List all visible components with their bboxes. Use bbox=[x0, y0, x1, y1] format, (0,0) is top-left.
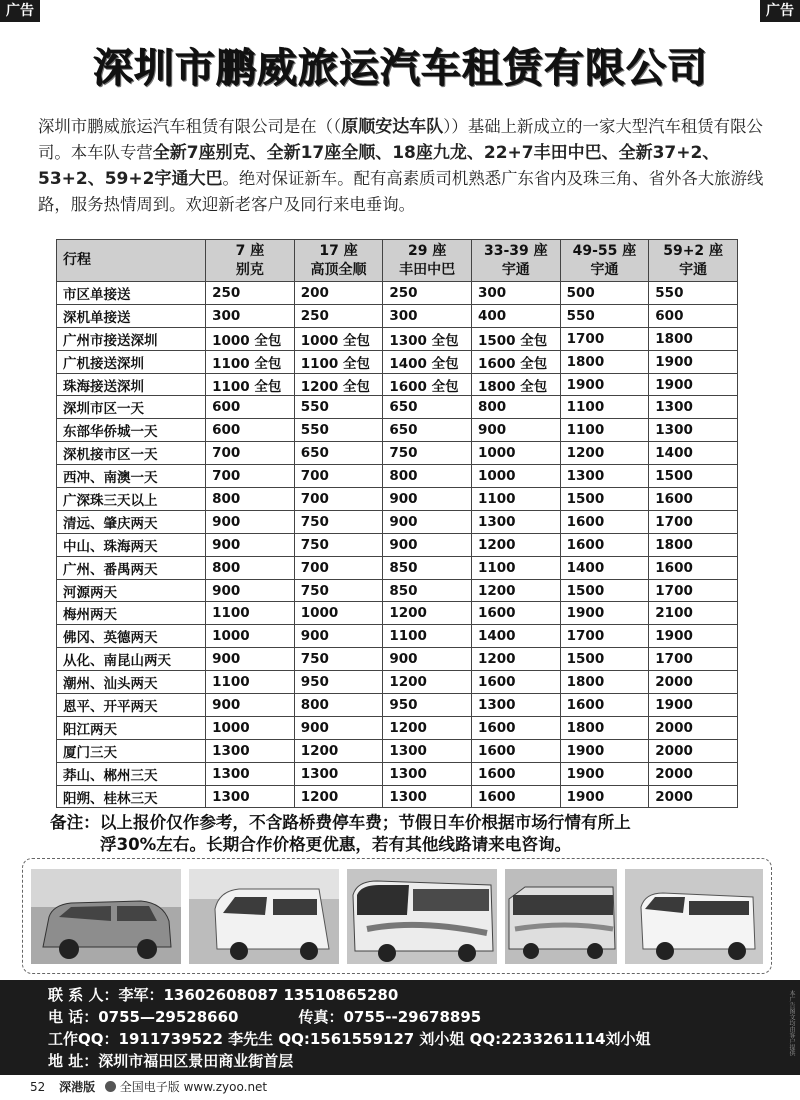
price-cell: 900 bbox=[294, 625, 383, 648]
price-cell: 1000 bbox=[472, 465, 561, 488]
route-cell: 深机单接送 bbox=[57, 304, 206, 327]
price-cell: 950 bbox=[383, 694, 472, 717]
price-cell: 1300 bbox=[472, 694, 561, 717]
price-cell: 300 bbox=[206, 304, 295, 327]
price-cell: 800 bbox=[206, 556, 295, 579]
price-cell: 1600 bbox=[560, 510, 649, 533]
price-cell: 1300 bbox=[206, 739, 295, 762]
table-row bbox=[57, 625, 738, 648]
long-coach-image bbox=[505, 869, 617, 964]
intro-fleet: 全新7座别克、全新17座全顺、18座九龙、22+7丰田中巴、全新37+2、53+2、59+2宇通大巴 bbox=[38, 143, 720, 189]
minivan-image bbox=[31, 869, 181, 964]
price-cell: 1100 bbox=[383, 625, 472, 648]
price-cell: 250 bbox=[206, 282, 295, 305]
route-cell: 清远、肇庆两天 bbox=[57, 510, 206, 533]
price-cell: 1700 bbox=[649, 648, 738, 671]
price-cell: 900 bbox=[206, 579, 295, 602]
price-cell: 1200 bbox=[472, 533, 561, 556]
table-row bbox=[57, 419, 738, 442]
price-cell: 550 bbox=[649, 282, 738, 305]
route-cell: 广州、番禺两天 bbox=[57, 556, 206, 579]
phone-value: 0755—29528660 bbox=[98, 1008, 239, 1026]
price-cell: 700 bbox=[206, 465, 295, 488]
price-cell: 1100 全包 bbox=[206, 373, 295, 396]
contact-footer bbox=[0, 980, 800, 1075]
fax-value: 0755--29678895 bbox=[343, 1008, 482, 1026]
route-cell: 佛冈、英德两天 bbox=[57, 625, 206, 648]
price-cell: 900 bbox=[206, 510, 295, 533]
price-cell: 1100 bbox=[206, 671, 295, 694]
price-cell: 750 bbox=[383, 442, 472, 465]
contact-person-row bbox=[48, 984, 398, 1006]
header-route bbox=[57, 240, 206, 282]
page-number: 52 bbox=[30, 1080, 46, 1094]
header-vehicle-3 bbox=[383, 240, 472, 282]
phone-label: 电 话： bbox=[48, 1008, 99, 1026]
minibus-photo bbox=[625, 869, 763, 964]
price-cell: 1900 bbox=[649, 694, 738, 717]
price-cell: 700 bbox=[206, 442, 295, 465]
header-seats: 59+2 座 bbox=[663, 242, 724, 259]
price-cell: 1600 bbox=[472, 671, 561, 694]
table-row bbox=[57, 579, 738, 602]
coach-photo bbox=[347, 869, 497, 964]
route-cell: 莽山、郴州三天 bbox=[57, 762, 206, 785]
route-cell: 中山、珠海两天 bbox=[57, 533, 206, 556]
price-cell: 1900 bbox=[560, 373, 649, 396]
price-cell: 1600 bbox=[560, 694, 649, 717]
price-cell: 1100 bbox=[472, 488, 561, 511]
intro-former-team: 原顺安达车队 bbox=[341, 117, 444, 137]
price-cell: 1800 bbox=[560, 671, 649, 694]
price-cell: 800 bbox=[383, 465, 472, 488]
price-cell: 1600 全包 bbox=[383, 373, 472, 396]
price-cell: 1900 bbox=[649, 373, 738, 396]
intro-text-3: 。绝对保证新车。配有高素质司机熟悉广东省内及珠三角、省外各大旅游线路，服务热情周到。欢迎新老客户及同行来电垂询。 bbox=[38, 169, 764, 214]
price-cell: 600 bbox=[649, 304, 738, 327]
table-row bbox=[57, 350, 738, 373]
price-cell: 1900 bbox=[560, 739, 649, 762]
ad-label-right: 广告 bbox=[760, 0, 800, 22]
minivan-photo bbox=[31, 869, 181, 964]
price-cell: 750 bbox=[294, 648, 383, 671]
price-cell: 1800 bbox=[560, 716, 649, 739]
price-cell: 200 bbox=[294, 282, 383, 305]
price-cell: 700 bbox=[294, 488, 383, 511]
header-model: 高顶全顺 bbox=[310, 261, 367, 278]
header-seats: 17 座 bbox=[319, 242, 358, 259]
price-table bbox=[56, 239, 738, 808]
price-cell: 1300 bbox=[649, 396, 738, 419]
remark-line-1: 备注：以上报价仅作参考，不含路桥费停车费；节假日车价根据市场行情有所上 bbox=[50, 813, 631, 832]
table-row bbox=[57, 488, 738, 511]
price-cell: 1100 全包 bbox=[294, 350, 383, 373]
table-row bbox=[57, 373, 738, 396]
price-cell: 1600 全包 bbox=[472, 350, 561, 373]
price-cell: 1200 bbox=[383, 671, 472, 694]
route-cell: 河源两天 bbox=[57, 579, 206, 602]
price-cell: 900 bbox=[294, 716, 383, 739]
price-cell: 1700 bbox=[560, 327, 649, 350]
price-cell: 1200 bbox=[294, 739, 383, 762]
price-cell: 1900 bbox=[649, 350, 738, 373]
company-title: 深圳市鹏威旅运汽车租赁有限公司 bbox=[92, 44, 708, 91]
header-model: 宇通 bbox=[590, 261, 619, 278]
price-cell: 1300 bbox=[560, 465, 649, 488]
price-cell: 900 bbox=[206, 533, 295, 556]
route-cell: 厦门三天 bbox=[57, 739, 206, 762]
route-cell: 从化、南昆山两天 bbox=[57, 648, 206, 671]
price-cell: 1200 bbox=[294, 785, 383, 808]
fax-label: 传真： bbox=[298, 1008, 344, 1026]
price-cell: 900 bbox=[383, 648, 472, 671]
price-cell: 900 bbox=[383, 533, 472, 556]
van-image bbox=[189, 869, 339, 964]
route-cell: 东部华侨城一天 bbox=[57, 419, 206, 442]
price-cell: 500 bbox=[560, 282, 649, 305]
price-cell: 250 bbox=[294, 304, 383, 327]
table-row bbox=[57, 716, 738, 739]
price-cell: 1600 bbox=[560, 533, 649, 556]
header-seats: 行程 bbox=[63, 252, 91, 268]
header-vehicle-2 bbox=[294, 240, 383, 282]
intro-text-2: ））基础上新成立的一家大型汽车租赁有限公司。本车队专营 bbox=[38, 117, 763, 162]
price-cell: 800 bbox=[294, 694, 383, 717]
price-cell: 1400 bbox=[472, 625, 561, 648]
price-cell: 900 bbox=[206, 648, 295, 671]
price-cell: 1100 bbox=[560, 396, 649, 419]
price-cell: 1300 全包 bbox=[383, 327, 472, 350]
long-coach-photo bbox=[505, 869, 617, 964]
price-cell: 1600 bbox=[472, 762, 561, 785]
price-cell: 1800 bbox=[560, 350, 649, 373]
price-cell: 1300 bbox=[294, 762, 383, 785]
price-cell: 2100 bbox=[649, 602, 738, 625]
route-cell: 梅州两天 bbox=[57, 602, 206, 625]
remark bbox=[50, 812, 770, 856]
table-row bbox=[57, 671, 738, 694]
price-cell: 1700 bbox=[649, 579, 738, 602]
price-cell: 1600 bbox=[472, 602, 561, 625]
price-cell: 900 bbox=[206, 694, 295, 717]
price-cell: 600 bbox=[206, 396, 295, 419]
address-value: 深圳市福田区景田商业街首层 bbox=[98, 1052, 294, 1070]
price-cell: 300 bbox=[472, 282, 561, 305]
price-cell: 1100 bbox=[560, 419, 649, 442]
table-row bbox=[57, 533, 738, 556]
route-cell: 深圳市区一天 bbox=[57, 396, 206, 419]
price-cell: 2000 bbox=[649, 671, 738, 694]
price-cell: 800 bbox=[206, 488, 295, 511]
table-row bbox=[57, 396, 738, 419]
route-cell: 市区单接送 bbox=[57, 282, 206, 305]
price-cell: 1500 全包 bbox=[472, 327, 561, 350]
price-cell: 1400 全包 bbox=[383, 350, 472, 373]
price-cell: 1600 bbox=[649, 556, 738, 579]
price-cell: 1300 bbox=[383, 762, 472, 785]
price-cell: 1000 bbox=[206, 625, 295, 648]
price-cell: 400 bbox=[472, 304, 561, 327]
price-cell: 1500 bbox=[649, 465, 738, 488]
price-cell: 1800 bbox=[649, 327, 738, 350]
phone-row bbox=[48, 1006, 481, 1028]
price-cell: 1000 全包 bbox=[294, 327, 383, 350]
price-table-body bbox=[57, 282, 738, 808]
table-row bbox=[57, 785, 738, 808]
price-cell: 1000 bbox=[472, 442, 561, 465]
price-cell: 1300 bbox=[206, 762, 295, 785]
price-cell: 1700 bbox=[649, 510, 738, 533]
price-cell: 1700 bbox=[560, 625, 649, 648]
price-cell: 1400 bbox=[649, 442, 738, 465]
price-cell: 900 bbox=[383, 510, 472, 533]
route-cell: 阳江两天 bbox=[57, 716, 206, 739]
price-cell: 1000 bbox=[294, 602, 383, 625]
price-cell: 850 bbox=[383, 556, 472, 579]
price-cell: 2000 bbox=[649, 785, 738, 808]
van-photo bbox=[189, 869, 339, 964]
route-cell: 恩平、开平两天 bbox=[57, 694, 206, 717]
price-cell: 750 bbox=[294, 579, 383, 602]
price-cell: 1200 bbox=[472, 579, 561, 602]
price-cell: 900 bbox=[472, 419, 561, 442]
price-cell: 1600 bbox=[649, 488, 738, 511]
header-model: 丰田中巴 bbox=[399, 261, 456, 278]
table-row bbox=[57, 282, 738, 305]
price-cell: 2000 bbox=[649, 716, 738, 739]
table-row bbox=[57, 739, 738, 762]
header-vehicle-5 bbox=[560, 240, 649, 282]
price-cell: 1800 全包 bbox=[472, 373, 561, 396]
page-footer bbox=[30, 1078, 267, 1095]
price-cell: 950 bbox=[294, 671, 383, 694]
qq-value: 1911739522 李先生 QQ:1561559127 刘小姐 QQ:2233261114刘小姐 bbox=[118, 1030, 651, 1048]
price-cell: 2000 bbox=[649, 762, 738, 785]
table-row bbox=[57, 465, 738, 488]
price-cell: 1300 bbox=[206, 785, 295, 808]
price-cell: 550 bbox=[294, 419, 383, 442]
header-vehicle-4 bbox=[472, 240, 561, 282]
header-seats: 49-55 座 bbox=[572, 242, 637, 259]
route-cell: 阳朔、桂林三天 bbox=[57, 785, 206, 808]
qq-label: 工作QQ： bbox=[48, 1030, 119, 1048]
price-cell: 1000 bbox=[206, 716, 295, 739]
price-cell: 1800 bbox=[649, 533, 738, 556]
header-model: 别克 bbox=[235, 261, 264, 278]
price-cell: 300 bbox=[383, 304, 472, 327]
ad-label-left: 广告 bbox=[0, 0, 40, 22]
price-cell: 1000 全包 bbox=[206, 327, 295, 350]
price-cell: 600 bbox=[206, 419, 295, 442]
price-cell: 250 bbox=[383, 282, 472, 305]
header-seats: 29 座 bbox=[408, 242, 447, 259]
price-cell: 1900 bbox=[560, 785, 649, 808]
route-cell: 广机接送深圳 bbox=[57, 350, 206, 373]
address-row bbox=[48, 1050, 293, 1072]
side-note: 本广告图文均由客户提供 bbox=[788, 990, 795, 1056]
header-model: 宇通 bbox=[679, 261, 708, 278]
price-cell: 650 bbox=[294, 442, 383, 465]
contact-person-label: 联 系 人： bbox=[48, 986, 119, 1004]
contact-person-value: 李军：13602608087 13510865280 bbox=[118, 986, 399, 1004]
edition-logo-icon bbox=[105, 1081, 116, 1092]
top-bar bbox=[0, 0, 800, 22]
price-cell: 1300 bbox=[383, 739, 472, 762]
route-cell: 广州市接送深圳 bbox=[57, 327, 206, 350]
coach-image bbox=[347, 869, 497, 964]
price-cell: 1100 bbox=[472, 556, 561, 579]
table-row bbox=[57, 327, 738, 350]
table-row bbox=[57, 648, 738, 671]
route-cell: 深机接市区一天 bbox=[57, 442, 206, 465]
table-row bbox=[57, 694, 738, 717]
minibus-image bbox=[625, 869, 763, 964]
header-seats: 7 座 bbox=[235, 242, 265, 259]
price-cell: 750 bbox=[294, 533, 383, 556]
price-cell: 1200 bbox=[472, 648, 561, 671]
price-cell: 1300 bbox=[383, 785, 472, 808]
header-vehicle-6 bbox=[649, 240, 738, 282]
national-edition: 全国电子版 www.zyoo.net bbox=[119, 1080, 268, 1094]
price-cell: 1900 bbox=[560, 762, 649, 785]
qq-row bbox=[48, 1028, 651, 1050]
header-model: 宇通 bbox=[501, 261, 530, 278]
table-row bbox=[57, 602, 738, 625]
price-cell: 650 bbox=[383, 419, 472, 442]
price-cell: 650 bbox=[383, 396, 472, 419]
price-cell: 1200 bbox=[560, 442, 649, 465]
vehicle-photo-strip bbox=[22, 858, 772, 974]
price-cell: 700 bbox=[294, 465, 383, 488]
company-intro bbox=[38, 114, 768, 218]
price-cell: 1200 bbox=[383, 716, 472, 739]
price-cell: 550 bbox=[560, 304, 649, 327]
route-cell: 广深珠三天以上 bbox=[57, 488, 206, 511]
price-cell: 1500 bbox=[560, 488, 649, 511]
price-cell: 1300 bbox=[649, 419, 738, 442]
address-label: 地 址： bbox=[48, 1052, 99, 1070]
price-cell: 850 bbox=[383, 579, 472, 602]
price-cell: 1500 bbox=[560, 648, 649, 671]
price-cell: 1100 bbox=[206, 602, 295, 625]
price-cell: 1500 bbox=[560, 579, 649, 602]
price-table-header bbox=[57, 240, 738, 282]
price-cell: 1100 全包 bbox=[206, 350, 295, 373]
price-cell: 1600 bbox=[472, 716, 561, 739]
price-cell: 1900 bbox=[560, 602, 649, 625]
price-cell: 750 bbox=[294, 510, 383, 533]
price-cell: 900 bbox=[383, 488, 472, 511]
route-cell: 西冲、南澳一天 bbox=[57, 465, 206, 488]
price-cell: 1600 bbox=[472, 785, 561, 808]
edition-name: 深港版 bbox=[59, 1080, 96, 1094]
table-row bbox=[57, 442, 738, 465]
route-cell: 珠海接送深圳 bbox=[57, 373, 206, 396]
intro-text-1: 深圳市鹏威旅运汽车租赁有限公司是在（（ bbox=[38, 117, 342, 136]
table-row bbox=[57, 510, 738, 533]
price-cell: 2000 bbox=[649, 739, 738, 762]
price-cell: 1300 bbox=[472, 510, 561, 533]
price-cell: 700 bbox=[294, 556, 383, 579]
price-cell: 550 bbox=[294, 396, 383, 419]
table-row bbox=[57, 762, 738, 785]
route-cell: 潮州、汕头两天 bbox=[57, 671, 206, 694]
price-cell: 1200 bbox=[383, 602, 472, 625]
price-cell: 1400 bbox=[560, 556, 649, 579]
table-row bbox=[57, 304, 738, 327]
price-cell: 800 bbox=[472, 396, 561, 419]
price-cell: 1900 bbox=[649, 625, 738, 648]
table-row bbox=[57, 556, 738, 579]
remark-line-2: 浮30%左右。长期合作价格更优惠，若有其他线路请来电咨询。 bbox=[100, 835, 572, 854]
header-seats: 33-39 座 bbox=[483, 242, 548, 259]
price-cell: 1200 全包 bbox=[294, 373, 383, 396]
header-vehicle-1 bbox=[206, 240, 295, 282]
price-cell: 1600 bbox=[472, 739, 561, 762]
